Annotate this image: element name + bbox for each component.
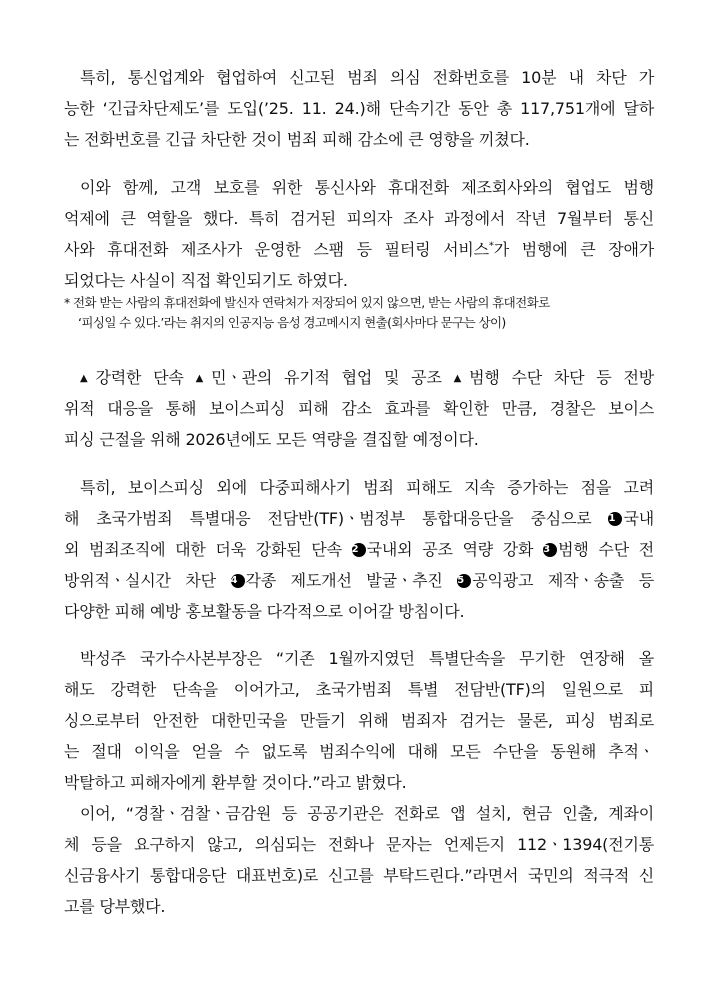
footnote-line: * 전화 받는 사람의 휴대전화에 발신자 연락처가 저장되어 있지 않으면, 받는 사람의 휴대전화로: [64, 295, 550, 310]
text-segment: 각종 제도개선 발굴ㆍ추진: [245, 571, 458, 590]
text-segment: 국내외 공조 역량 강화: [366, 540, 544, 559]
text-line: 다양한 피해 예방 홍보활동을 다각적으로 이어갈 방침이다.: [64, 602, 465, 621]
text-line: [64, 503, 654, 534]
text-segment: 강력한 단속: [95, 368, 196, 387]
text-segment: 방위적ㆍ실시간 차단: [64, 571, 231, 590]
text-line: 이어, “경찰ㆍ검찰ㆍ금감원 등 공공기관은 전화로 앱 설치, 현금 인출, 계좌이: [80, 804, 654, 823]
text-line: 박탈하고 피해자에게 환부할 것이다.”라고 밝혔다.: [64, 773, 407, 792]
paragraph-director-quote: [64, 643, 654, 798]
text-line: [64, 565, 654, 596]
text-line: 특히, 보이스피싱 외에 다중피해사기 범죄 피해도 지속 증가하는 점을 고려: [80, 478, 654, 497]
text-segment: 외 범죄조직에 대한 더욱 강화된 단속: [64, 540, 352, 559]
text-line: [64, 534, 654, 565]
footnote-line: ‘피싱일 수 있다.’라는 취지의 인공지능 음성 경고메시지 현출(회사마다 문구는 상이): [78, 315, 506, 330]
text-line: 고를 당부했다.: [64, 897, 166, 916]
triangle-bullet-icon: ▲: [195, 373, 211, 384]
circled-number-4-icon: 4: [231, 574, 245, 588]
triangle-bullet-icon: ▲: [80, 373, 95, 384]
text-segment: 범행 수단 전: [558, 540, 654, 559]
paragraph-public-appeal: [64, 798, 654, 922]
text-line: 억제에 큰 역할을 했다. 특히 검거된 피의자 조사 과정에서 작년 7월부터 통신: [64, 209, 654, 228]
text-line: 위적 대응을 통해 보이스피싱 피해 감소 효과를 확인한 만큼, 경찰은 보이스: [64, 399, 654, 418]
text-segment: 가 범행에 큰 장애가: [493, 240, 654, 259]
footnote-marker: *: [488, 240, 494, 252]
footnote: [64, 293, 654, 333]
text-line: 체 등을 요구하지 않고, 의심되는 전화나 문자는 언제든지 112ㆍ1394(전기통: [64, 835, 654, 854]
text-line: [64, 362, 654, 393]
text-segment: 사와 휴대전화 제조사가 운영한 스팸 등 필터링 서비스: [64, 240, 489, 259]
text-line: 피싱 근절을 위해 2026년에도 모든 역량을 결집할 예정이다.: [64, 430, 479, 449]
paragraph-response-summary: [64, 362, 654, 455]
text-segment: 공익광고 제작ㆍ송출 등: [472, 571, 655, 590]
text-line: 신금융사기 통합대응단 대표번호)로 신고를 부탁드린다.”라면서 국민의 적극적 신: [64, 866, 654, 885]
text-line: 이와 함께, 고객 보호를 위한 통신사와 휴대전화 제조회사와의 협업도 범행: [80, 178, 654, 197]
circled-number-3-icon: 3: [543, 543, 557, 557]
paragraph-carrier-cooperation: [64, 172, 654, 296]
text-segment: 범행 수단 차단 등 전방: [469, 368, 654, 387]
text-line: 해도 강력한 단속을 이어가고, 초국가범죄 특별 전담반(TF)의 일원으로 피: [64, 680, 654, 699]
text-segment: 민ㆍ관의 유기적 협업 및 공조: [211, 368, 454, 387]
text-line: 싱으로부터 안전한 대한민국을 만들기 위해 범죄자 검거는 물론, 피싱 범죄로: [64, 711, 654, 730]
text-segment: 해 초국가범죄 특별대응 전담반(TF)ㆍ범정부 통합대응단을 중심으로: [64, 509, 609, 528]
text-segment: 국내: [623, 509, 654, 528]
text-line: 되었다는 사실이 직접 확인되기도 하였다.: [64, 271, 348, 290]
text-line: 는 절대 이익을 얻을 수 없도록 범죄수익에 대해 모든 수단을 동원해 추적ㆍ: [64, 742, 654, 761]
circled-number-2-icon: 2: [352, 543, 366, 557]
paragraph-emergency-block: [64, 62, 654, 155]
triangle-bullet-icon: ▲: [453, 373, 469, 384]
circled-number-5-icon: 5: [457, 574, 471, 588]
paragraph-future-plan: [64, 472, 654, 627]
text-line: 박성주 국가수사본부장은 “기존 1월까지였던 특별단속을 무기한 연장해 올: [80, 649, 654, 668]
text-line: [64, 234, 654, 265]
text-line: 능한 ‘긴급차단제도’를 도입(’25. 11. 24.)해 단속기간 동안 총 117,751개에 달하: [64, 99, 654, 118]
circled-number-1-icon: 1: [608, 512, 622, 526]
text-line: 특히, 통신업계와 협업하여 신고된 범죄 의심 전화번호를 10분 내 차단 가: [80, 68, 654, 87]
text-line: 는 전화번호를 긴급 차단한 것이 범죄 피해 감소에 큰 영향을 끼쳤다.: [64, 130, 530, 149]
